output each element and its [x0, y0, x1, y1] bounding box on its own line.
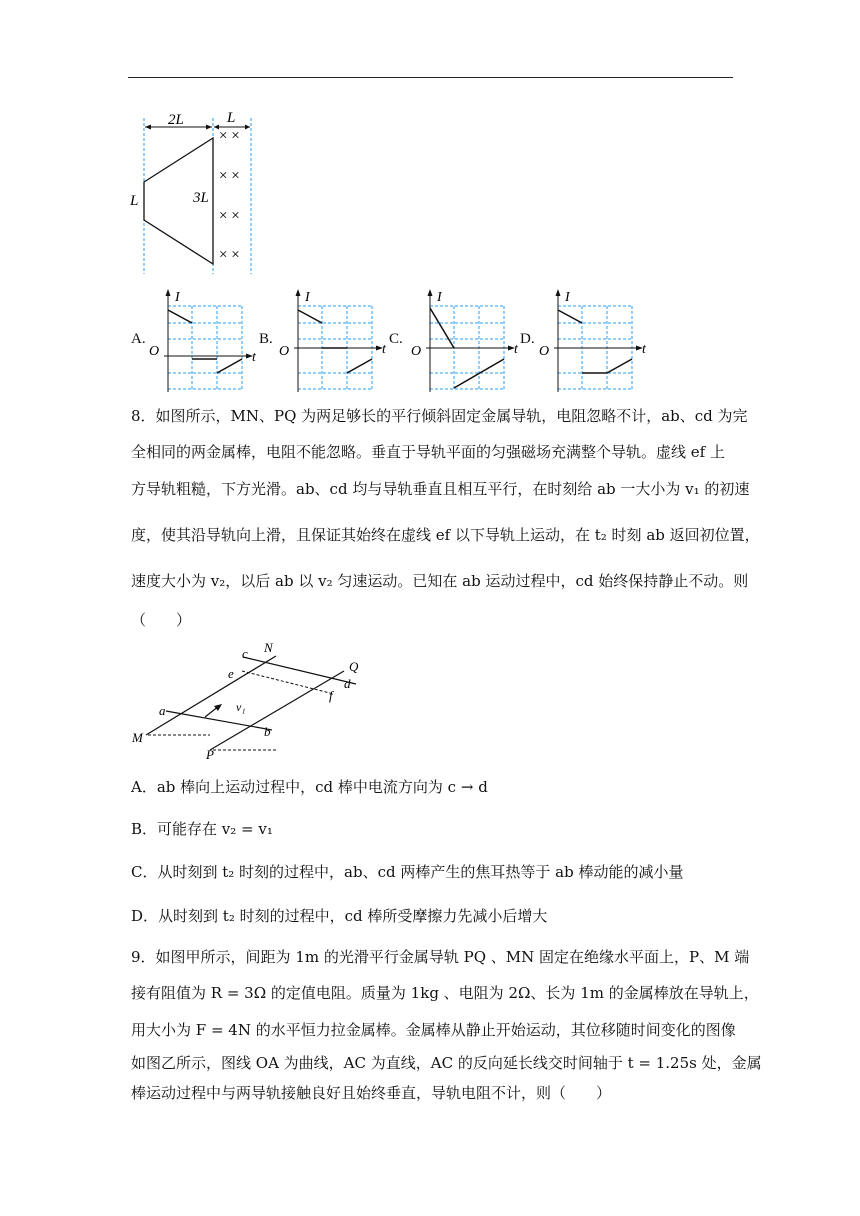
- axis-i-label: I: [305, 290, 310, 305]
- axis-t-label: t: [514, 342, 518, 357]
- option-d-letter[interactable]: D.: [520, 331, 535, 347]
- label-f: f: [329, 688, 333, 703]
- option-b-letter[interactable]: B.: [259, 331, 273, 347]
- option-d-graph[interactable]: [536, 286, 661, 394]
- origin-label: O: [149, 344, 160, 359]
- q8-text-line: 度，使其沿导轨向上滑，且保证其始终在虚线 ef 以下导轨上运动，在 t₂ 时刻 ab 返回初位置，: [131, 526, 760, 544]
- field-marks: × ×: [219, 168, 240, 184]
- q9-text-line: 9．如图甲所示，间距为 1m 的光滑平行金属导轨 PQ 、MN 固定在绝缘水平面上，P、M 端: [131, 948, 750, 966]
- q8-option-a[interactable]: A．ab 棒向上运动过程中，cd 棒中电流方向为 c → d: [131, 778, 488, 796]
- option-a-letter[interactable]: A.: [131, 331, 146, 347]
- dim-2l-label: 2L: [168, 112, 184, 128]
- axis-t-label: t: [252, 350, 256, 365]
- label-q: Q: [349, 659, 359, 674]
- origin-label: O: [411, 344, 422, 359]
- label-e: e: [228, 666, 234, 681]
- dim-l-top-label: L: [227, 110, 236, 126]
- q8-answer-paren: （ ）: [131, 611, 192, 629]
- label-c: c: [242, 646, 248, 661]
- field-marks: × ×: [219, 247, 240, 263]
- q8-text-line: 速度大小为 v₂，以后 ab 以 v₂ 匀速运动。已知在 ab 运动过程中，cd 始终保持静止不动。则: [131, 572, 749, 590]
- origin-label: O: [279, 344, 290, 359]
- q9-text-line: 用大小为 F = 4N 的水平恒力拉金属棒。金属棒从静止开始运动，其位移随时间变化的图像: [131, 1021, 736, 1039]
- origin-label: O: [539, 344, 550, 359]
- dim-l-left-label: L: [130, 193, 139, 209]
- label-n: N: [264, 640, 273, 655]
- option-c-letter[interactable]: C.: [389, 331, 403, 347]
- q8-option-d[interactable]: D．从时刻到 t₂ 时刻的过程中，cd 棒所受摩擦力先减小后增大: [131, 907, 548, 925]
- axis-i-label: I: [565, 290, 570, 305]
- q8-option-b[interactable]: B．可能存在 v₂ = v₁: [131, 820, 273, 838]
- option-c-graph[interactable]: [408, 286, 533, 394]
- field-marks: × ×: [219, 128, 240, 144]
- q9-text-line: 如图乙所示，图线 OA 为曲线，AC 为直线，AC 的反向延长线交时间轴于 t = 1.25s 处，金属: [131, 1054, 762, 1072]
- axis-t-label: t: [382, 342, 386, 357]
- label-m: M: [132, 730, 143, 745]
- inclined-rails-figure: [126, 638, 376, 760]
- dim-3l-label: 3L: [193, 190, 209, 206]
- axis-i-label: I: [437, 290, 442, 305]
- axis-t-label: t: [642, 342, 646, 357]
- loop-field-figure: [126, 110, 266, 275]
- field-marks: × ×: [219, 208, 240, 224]
- q8-text-line: 方导轨粗糙，下方光滑。ab、cd 均与导轨垂直且相互平行，在时刻给 ab 一大小为 v₁ 的初速: [131, 480, 750, 498]
- label-d: d: [344, 676, 351, 691]
- option-b-graph[interactable]: [276, 286, 401, 394]
- axis-i-label: I: [175, 290, 180, 305]
- q8-text-line: 全相同的两金属棒，电阻不能忽略。垂直于导轨平面的匀强磁场充满整个导轨。虚线 ef 上: [131, 443, 725, 461]
- q8-option-c[interactable]: C．从时刻到 t₂ 时刻的过程中，ab、cd 两棒产生的焦耳热等于 ab 棒动能的减小量: [131, 863, 684, 881]
- label-b: b: [264, 724, 271, 739]
- q9-text-line: 接有阻值为 R = 3Ω 的定值电阻。质量为 1kg 、电阻为 2Ω、长为 1m 的金属棒放在导轨上，: [131, 984, 759, 1002]
- label-a: a: [159, 703, 166, 718]
- top-rule: [128, 77, 733, 78]
- q9-text-line: 棒运动过程中与两导轨接触良好且始终垂直，导轨电阻不计，则（ ）: [131, 1084, 612, 1102]
- label-v1: v₁: [236, 700, 246, 714]
- q8-text-line: 8．如图所示，MN、PQ 为两足够长的平行倾斜固定金属导轨，电阻忽略不计，ab、cd 为完: [131, 407, 748, 425]
- label-p: P: [206, 747, 214, 762]
- option-a-graph[interactable]: [146, 286, 271, 394]
